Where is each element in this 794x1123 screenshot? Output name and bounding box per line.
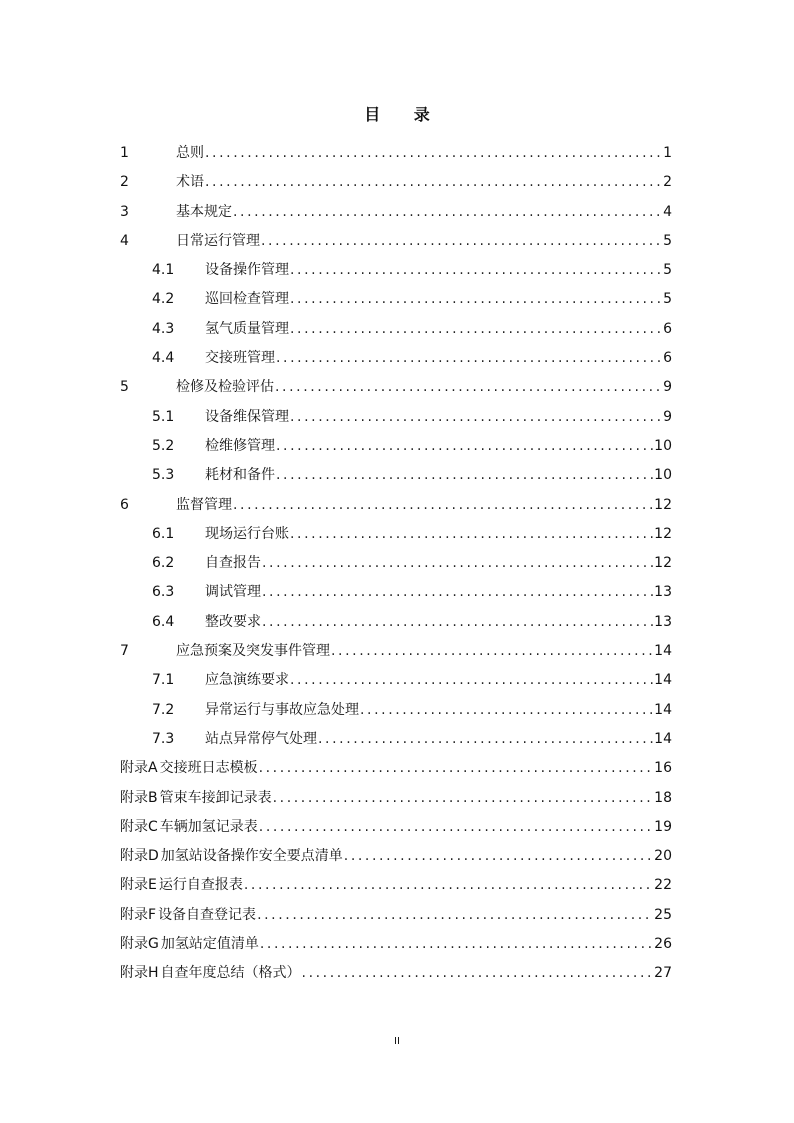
toc-entry-title: 设备自查登记表 — [158, 906, 257, 923]
toc-entry-number: 4 — [120, 232, 129, 249]
toc-entry-number: 4.2 — [152, 291, 175, 308]
toc-entry-page: 13 — [654, 613, 672, 630]
toc-entry[interactable] — [120, 581, 672, 610]
toc-entry[interactable] — [120, 845, 672, 874]
toc-entry-title: 设备维保管理 — [205, 408, 289, 425]
toc-leader-dots — [275, 379, 662, 395]
toc-leader-dots — [233, 497, 653, 513]
toc-leader-dots — [260, 936, 653, 952]
toc-entry-page: 20 — [654, 848, 672, 865]
toc-entry[interactable] — [120, 904, 672, 933]
toc-entry[interactable] — [120, 933, 672, 962]
toc-leader-dots — [360, 702, 653, 718]
toc-entry-number: 附录H — [120, 965, 159, 982]
toc-entry-page: 25 — [654, 906, 672, 923]
toc-leader-dots — [276, 467, 653, 483]
toc-entry-title: 巡回检查管理 — [205, 291, 289, 308]
toc-entry-number: 4.3 — [152, 320, 175, 337]
toc-entry[interactable] — [120, 376, 672, 405]
toc-entry[interactable] — [120, 259, 672, 288]
toc-entry-number: 5.2 — [152, 437, 175, 454]
toc-leader-dots — [290, 291, 662, 307]
toc-entry-page: 1 — [663, 145, 672, 161]
toc-entry[interactable] — [120, 816, 672, 845]
toc-entry[interactable] — [120, 640, 672, 669]
toc-entry-title: 整改要求 — [205, 613, 261, 630]
toc-entry-number: 6.1 — [152, 525, 175, 542]
toc-entry-number: 附录D — [120, 848, 159, 865]
toc-leader-dots — [302, 965, 654, 981]
toc-entry-title: 自查年度总结（格式） — [160, 965, 301, 982]
toc-entry[interactable] — [120, 142, 672, 171]
toc-entry-number: 1 — [120, 145, 129, 161]
toc-entry[interactable] — [120, 494, 672, 523]
toc-entry-page: 14 — [654, 701, 672, 718]
toc-entry-number: 7.1 — [152, 672, 175, 689]
toc-entry-page: 6 — [663, 350, 672, 367]
toc-entry-number: 6.3 — [152, 584, 175, 601]
toc-leader-dots — [290, 262, 662, 278]
toc-entry[interactable] — [120, 699, 672, 728]
toc-leader-dots — [259, 819, 653, 835]
toc-entry-number: 附录G — [120, 936, 159, 953]
toc-entry-number: 6 — [120, 496, 129, 513]
toc-entry[interactable] — [120, 669, 672, 698]
toc-entry-title: 车辆加氢记录表 — [159, 818, 258, 835]
toc-leader-dots — [262, 584, 653, 600]
toc-leader-dots — [290, 321, 662, 337]
toc-entry-page: 5 — [663, 232, 672, 249]
toc-entry-number: 附录E — [120, 877, 157, 894]
toc-entry-number: 4.4 — [152, 350, 175, 367]
toc-leader-dots — [331, 643, 653, 659]
toc-entry[interactable] — [120, 787, 672, 816]
toc-leader-dots — [290, 526, 653, 542]
toc-entry-page: 9 — [663, 379, 672, 396]
toc-entry-number: 5.1 — [152, 408, 175, 425]
toc-entry-page: 10 — [654, 437, 672, 454]
toc-entry-title: 总则 — [176, 145, 204, 161]
toc-entry-number: 3 — [120, 203, 129, 220]
toc-leader-dots — [262, 555, 653, 571]
toc-entry-title: 自查报告 — [205, 555, 261, 572]
toc-entry-page: 2 — [663, 174, 672, 191]
toc-entry-title: 加氢站定值清单 — [160, 936, 259, 953]
toc-entry-title: 管束车接卸记录表 — [159, 789, 272, 806]
toc-entry-page: 27 — [654, 965, 672, 982]
toc-entry[interactable] — [120, 552, 672, 581]
toc-leader-dots — [244, 877, 653, 893]
toc-entry[interactable] — [120, 171, 672, 200]
toc-leader-dots — [259, 760, 654, 776]
toc-entry-page: 22 — [654, 877, 672, 894]
toc-entry-page: 9 — [663, 408, 672, 425]
toc-leader-dots — [290, 672, 653, 688]
toc-entry-page: 12 — [654, 555, 672, 572]
toc-entry-page: 10 — [654, 467, 672, 484]
toc-entry-page: 13 — [654, 584, 672, 601]
toc-entry-page: 6 — [663, 320, 672, 337]
toc-entry-page: 5 — [663, 291, 672, 308]
toc-leader-dots — [205, 174, 662, 190]
toc-entry[interactable] — [120, 201, 672, 230]
toc-entry[interactable] — [120, 523, 672, 552]
toc-entry-page: 26 — [654, 936, 672, 953]
toc-leader-dots — [344, 848, 653, 864]
toc-entry-page: 14 — [654, 672, 672, 689]
toc-entry-page: 4 — [663, 203, 672, 220]
toc-entry-page: 19 — [654, 818, 672, 835]
page-number-footer: II — [394, 1036, 400, 1047]
table-of-contents — [120, 142, 672, 992]
toc-entry[interactable] — [120, 611, 672, 640]
toc-entry[interactable] — [120, 962, 672, 991]
toc-leader-dots — [233, 204, 662, 220]
toc-leader-dots — [262, 614, 653, 630]
toc-entry-title: 运行自查报表 — [158, 877, 243, 894]
toc-entry-title: 耗材和备件 — [205, 467, 275, 484]
toc-leader-dots — [290, 409, 662, 425]
toc-entry-title: 日常运行管理 — [176, 232, 260, 249]
toc-leader-dots — [257, 907, 653, 923]
toc-leader-dots — [273, 790, 654, 806]
toc-leader-dots — [276, 350, 662, 366]
toc-entry-title: 监督管理 — [176, 496, 232, 513]
toc-entry[interactable] — [120, 757, 672, 786]
toc-entry-page: 16 — [654, 760, 672, 777]
toc-entry[interactable] — [120, 435, 672, 464]
toc-entry-title: 术语 — [176, 174, 204, 191]
toc-entry-number: 5.3 — [152, 467, 175, 484]
toc-entry-page: 5 — [663, 262, 672, 279]
toc-entry-number: 2 — [120, 174, 129, 191]
toc-entry-title: 设备操作管理 — [205, 262, 289, 279]
toc-entry-title: 站点异常停气处理 — [205, 730, 317, 747]
toc-entry[interactable] — [120, 464, 672, 493]
toc-entry-number: 7.3 — [152, 730, 175, 747]
toc-entry-page: 14 — [654, 730, 672, 747]
toc-entry-page: 18 — [654, 789, 672, 806]
toc-entry-title: 氢气质量管理 — [205, 320, 289, 337]
toc-entry-number: 附录F — [120, 906, 157, 923]
toc-entry-title: 检修及检验评估 — [176, 379, 274, 396]
toc-entry-number: 6.2 — [152, 555, 175, 572]
toc-entry-page: 12 — [654, 496, 672, 513]
toc-entry[interactable] — [120, 230, 672, 259]
toc-entry-title: 交接班管理 — [205, 350, 275, 367]
toc-entry-title: 基本规定 — [176, 203, 232, 220]
toc-entry-number: 7.2 — [152, 701, 175, 718]
toc-leader-dots — [318, 731, 653, 747]
toc-entry-number: 7 — [120, 643, 129, 660]
toc-entry-title: 调试管理 — [205, 584, 261, 601]
toc-entry[interactable] — [120, 318, 672, 347]
toc-leader-dots — [261, 233, 662, 249]
toc-leader-dots — [205, 145, 662, 161]
page-title: 目 录 — [364, 105, 444, 124]
toc-entry-page: 12 — [654, 525, 672, 542]
toc-entry-title: 交接班日志模板 — [159, 760, 258, 777]
toc-entry-number: 附录C — [120, 818, 158, 835]
toc-entry[interactable] — [120, 728, 672, 757]
toc-entry-number: 4.1 — [152, 262, 175, 279]
toc-entry-page: 14 — [654, 643, 672, 660]
toc-entry-title: 应急预案及突发事件管理 — [176, 643, 330, 660]
toc-entry-number: 5 — [120, 379, 129, 396]
toc-entry-number: 6.4 — [152, 613, 175, 630]
toc-leader-dots — [276, 438, 653, 454]
toc-entry-title: 应急演练要求 — [205, 672, 289, 689]
toc-entry-number: 附录A — [120, 760, 158, 777]
toc-entry[interactable] — [120, 874, 672, 903]
toc-entry-title: 加氢站设备操作安全要点清单 — [160, 848, 343, 865]
toc-entry[interactable] — [120, 347, 672, 376]
toc-entry-title: 现场运行台账 — [205, 525, 289, 542]
toc-entry[interactable] — [120, 288, 672, 317]
toc-entry-number: 附录B — [120, 789, 158, 806]
toc-entry[interactable] — [120, 406, 672, 435]
toc-entry-title: 检维修管理 — [205, 437, 275, 454]
toc-entry-title: 异常运行与事故应急处理 — [205, 701, 359, 718]
